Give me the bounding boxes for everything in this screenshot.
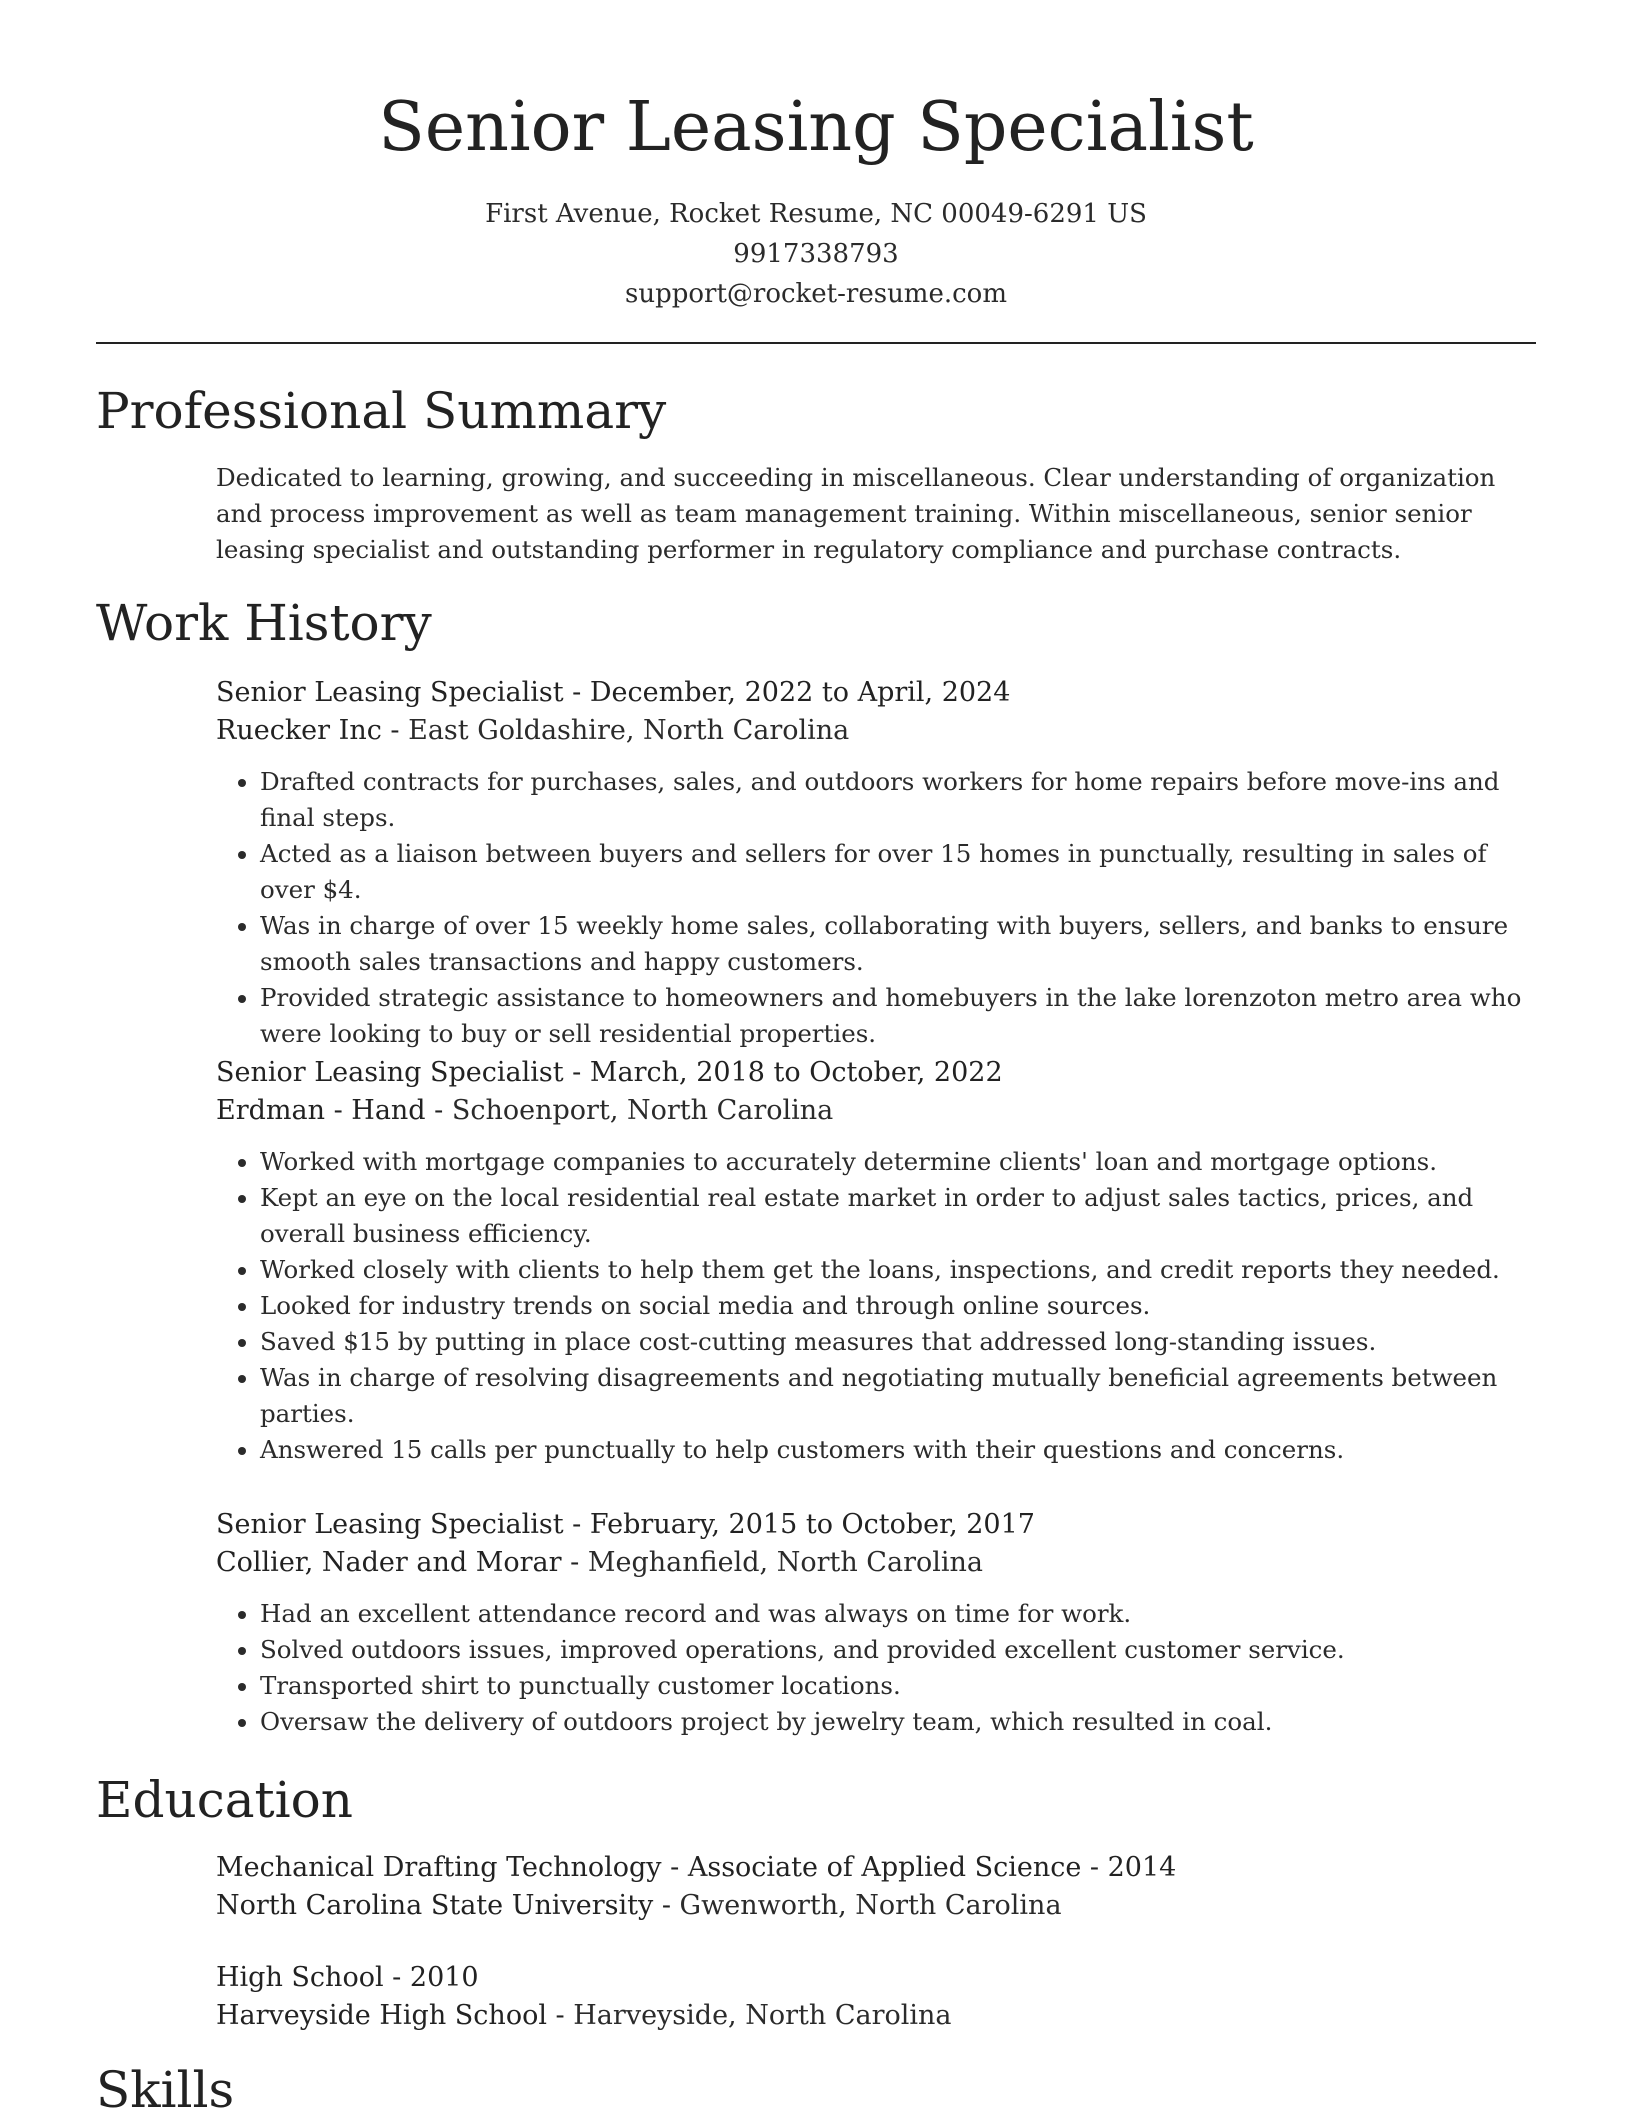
education-heading: Education: [96, 1771, 353, 1829]
candidate-name: Senior Leasing Specialist: [378, 88, 1254, 167]
job-bullets: [216, 764, 1536, 1052]
job-company: Erdman - Hand: [216, 1095, 426, 1126]
job-location: Schoenport, North Carolina: [451, 1095, 834, 1126]
school-name: Harveyside High School: [216, 2000, 547, 2031]
job-entry: [216, 1054, 1536, 1468]
job-entry: [216, 1506, 1536, 1740]
address: First Avenue, Rocket Resume, NC 00049-6291 US: [485, 199, 1147, 229]
work-history-heading: Work History: [96, 594, 432, 652]
job-title-line: Senior Leasing Specialist - December, 2022 to April, 2024: [216, 677, 1011, 708]
degree: High School: [216, 1962, 384, 1993]
graduation-year: 2010: [409, 1962, 479, 1993]
education-entry: [216, 1959, 1536, 2035]
list-item: • Kept an eye on the local residential real estate market in order to adjust sales tactics, prices, and overall business efficiency.: [260, 1180, 1536, 1252]
resume-header: [0, 80, 1632, 314]
job-bullets: [216, 1144, 1536, 1468]
degree-line: Mechanical Drafting Technology - Associate of Applied Science - 2014: [216, 1852, 1177, 1883]
job-title-line: Senior Leasing Specialist - February, 2015 to October, 2017: [216, 1509, 1035, 1540]
summary-text: Dedicated to learning, growing, and succeeding in miscellaneous. Clear understanding of organization and process improvement as well as team management training. Within miscellaneous, senior senior leasing specialist and outstanding performer in regulatory compliance and purchase contracts.: [216, 463, 1496, 564]
list-item: • Worked closely with clients to help them get the loans, inspections, and credit reports they needed.: [260, 1252, 1536, 1288]
job-company-line: Ruecker Inc - East Goldashire, North Carolina: [216, 715, 850, 746]
job-title-line: Senior Leasing Specialist - March, 2018 to October, 2022: [216, 1057, 1003, 1088]
job-dates: December, 2022 to April, 2024: [589, 677, 1011, 708]
list-item: • Transported shirt to punctually customer locations.: [260, 1668, 1536, 1704]
list-item: • Drafted contracts for purchases, sales, and outdoors workers for home repairs before move-ins and final steps.: [260, 764, 1536, 836]
list-item: • Worked with mortgage companies to accurately determine clients' loan and mortgage options.: [260, 1144, 1536, 1180]
job-company-line: Erdman - Hand - Schoenport, North Carolina: [216, 1095, 834, 1126]
school-line: North Carolina State University - Gwenworth, North Carolina: [216, 1890, 1062, 1921]
job-position: Senior Leasing Specialist: [216, 1509, 564, 1540]
header-divider: [96, 342, 1536, 344]
job-bullets: [216, 1596, 1536, 1740]
degree-line: High School - 2010: [216, 1962, 479, 1993]
phone: 9917338793: [733, 239, 899, 269]
job-position: Senior Leasing Specialist: [216, 1057, 564, 1088]
job-location: Meghanfield, North Carolina: [587, 1547, 983, 1578]
list-item: • Was in charge of resolving disagreements and negotiating mutually beneficial agreements between parties.: [260, 1360, 1536, 1432]
contact-info: [0, 194, 1632, 314]
job-position: Senior Leasing Specialist: [216, 677, 564, 708]
summary-section: [216, 460, 1536, 568]
skills-heading: Skills: [96, 2061, 235, 2119]
job-dates: February, 2015 to October, 2017: [589, 1509, 1035, 1540]
list-item: • Acted as a liaison between buyers and sellers for over 15 homes in punctually, resulting in sales of over $4.: [260, 836, 1536, 908]
school-location: Harveyside, North Carolina: [573, 2000, 952, 2031]
list-item: • Provided strategic assistance to homeowners and homebuyers in the lake lorenzoton metro area who were looking to buy or sell residential properties.: [260, 980, 1536, 1052]
list-item: • Saved $15 by putting in place cost-cutting measures that addressed long-standing issues.: [260, 1324, 1536, 1360]
job-company-line: Collier, Nader and Morar - Meghanfield, North Carolina: [216, 1547, 983, 1578]
list-item: • Had an excellent attendance record and was always on time for work.: [260, 1596, 1536, 1632]
list-item: • Looked for industry trends on social media and through online sources.: [260, 1288, 1536, 1324]
job-entry: [216, 674, 1536, 1052]
school-name: North Carolina State University: [216, 1890, 654, 1921]
school-line: Harveyside High School - Harveyside, North Carolina: [216, 2000, 952, 2031]
list-item: • Answered 15 calls per punctually to help customers with their questions and concerns.: [260, 1432, 1536, 1468]
email: support@rocket-resume.com: [624, 279, 1007, 309]
list-item: • Solved outdoors issues, improved operations, and provided excellent customer service.: [260, 1632, 1536, 1668]
job-company: Collier, Nader and Morar: [216, 1547, 562, 1578]
education-entry: [216, 1849, 1536, 1925]
summary-heading: Professional Summary: [96, 382, 667, 440]
degree: Mechanical Drafting Technology - Associate of Applied Science: [216, 1852, 1082, 1883]
list-item: • Was in charge of over 15 weekly home sales, collaborating with buyers, sellers, and banks to ensure smooth sales transactions and happy customers.: [260, 908, 1536, 980]
list-item: • Oversaw the delivery of outdoors project by jewelry team, which resulted in coal.: [260, 1704, 1536, 1740]
school-location: Gwenworth, North Carolina: [679, 1890, 1062, 1921]
job-location: East Goldashire, North Carolina: [408, 715, 850, 746]
job-dates: March, 2018 to October, 2022: [589, 1057, 1003, 1088]
job-company: Ruecker Inc: [216, 715, 382, 746]
graduation-year: 2014: [1107, 1852, 1177, 1883]
